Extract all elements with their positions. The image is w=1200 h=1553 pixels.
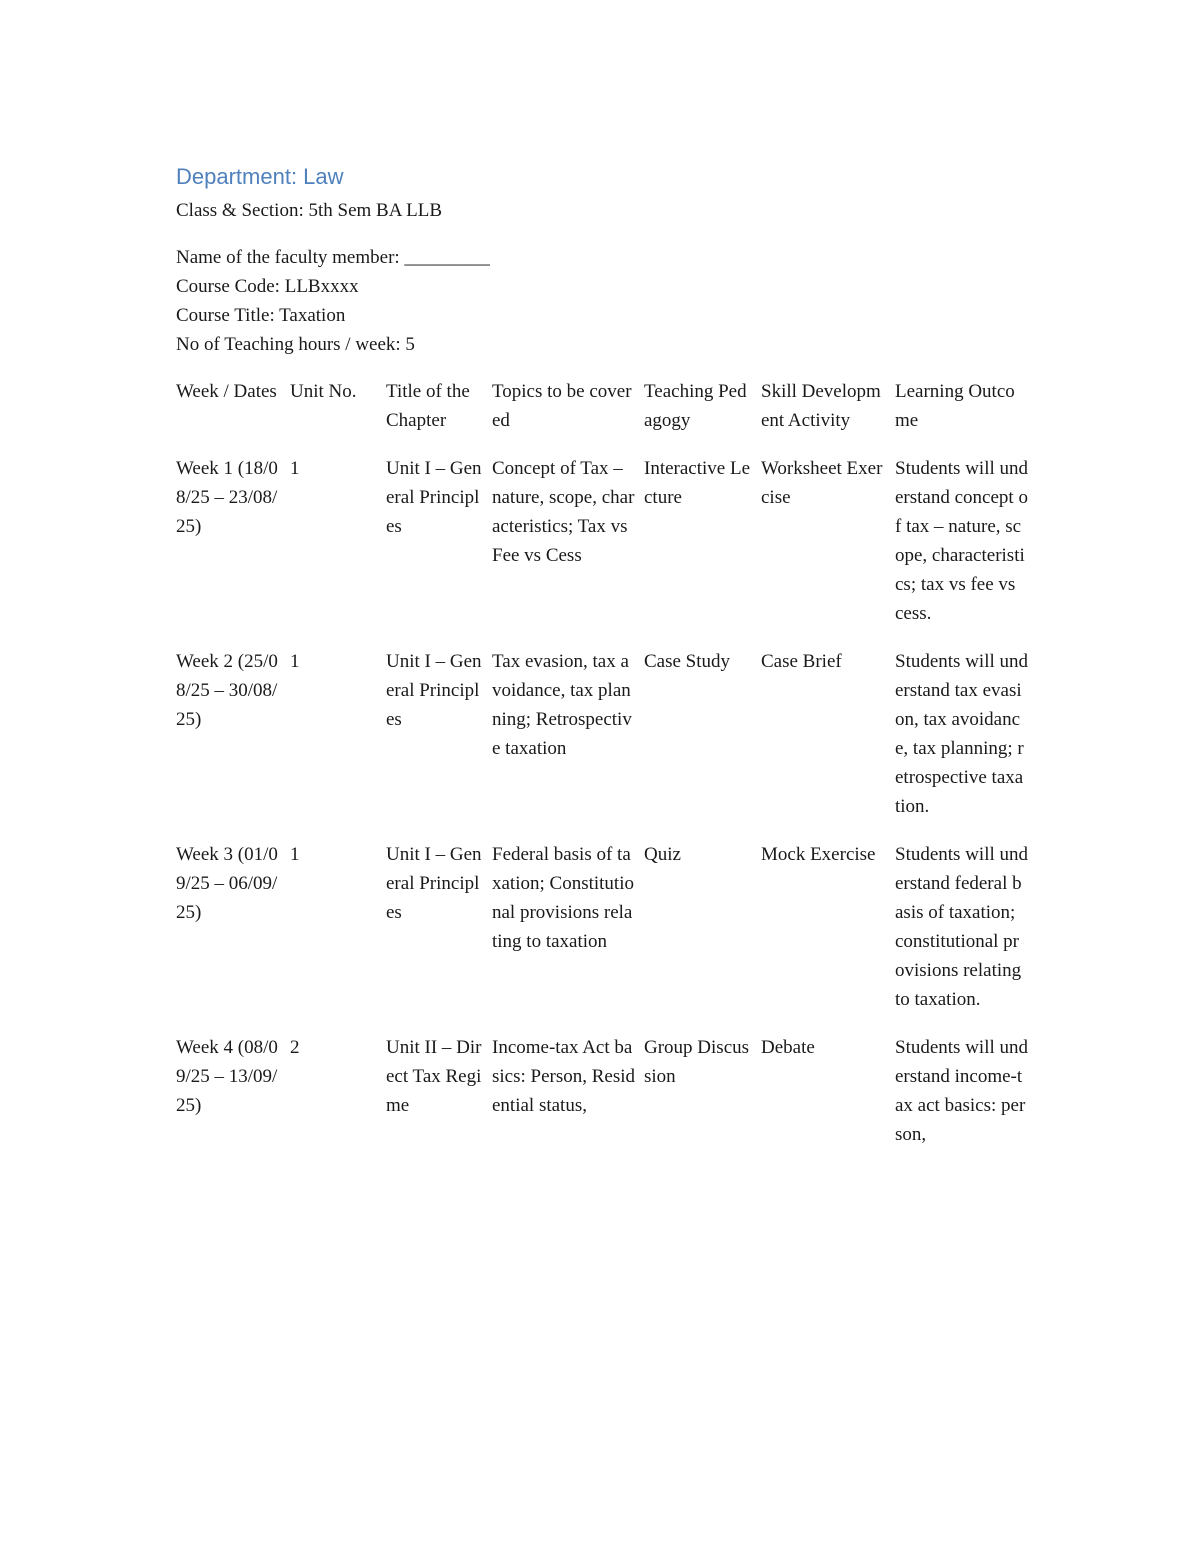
course-info-block: [176, 243, 1036, 359]
header-skill-activity: Skill Development Activity: [761, 381, 881, 431]
cell-title: Unit I – General Principles: [386, 458, 482, 537]
table-row: [176, 1033, 1036, 1168]
cell-skill: Case Brief: [761, 651, 842, 672]
cell-pedagogy: Interactive Lecture: [644, 458, 751, 508]
cell-unit: 2: [290, 1037, 300, 1058]
table-row: [176, 454, 1036, 647]
cell-outcome: Students will understand concept of tax – nature, scope, characteristics; tax vs fee vs cess.: [895, 458, 1029, 624]
cell-week: Week 1 (18/08/25 – 23/08/25): [176, 458, 278, 537]
cell-topics: Federal basis of taxation; Constitutional provisions relating to taxation: [492, 844, 634, 952]
table-header-row: [176, 377, 1036, 454]
class-section-line: Class & Section: 5th Sem BA LLB: [176, 200, 443, 221]
cell-skill: Debate: [761, 1037, 815, 1058]
cell-topics: Concept of Tax – nature, scope, characteristics; Tax vs Fee vs Cess: [492, 458, 635, 566]
cell-outcome: Students will understand income-tax act basics: person,: [895, 1037, 1029, 1145]
cell-topics: Income-tax Act basics: Person, Residential status,: [492, 1037, 636, 1116]
header-unit-no: Unit No.: [290, 381, 357, 402]
cell-skill: Worksheet Exercise: [761, 458, 883, 508]
table-row: [176, 647, 1036, 840]
course-code-line: Course Code: LLBxxxx: [176, 276, 359, 297]
header-pedagogy: Teaching Pedagogy: [644, 381, 747, 431]
faculty-name-line: Name of the faculty member: _________: [176, 247, 490, 268]
table-row: [176, 840, 1036, 1033]
cell-outcome: Students will understand tax evasion, tax avoidance, tax planning; retrospective taxation.: [895, 651, 1029, 817]
cell-pedagogy: Group Discussion: [644, 1037, 750, 1087]
cell-title: Unit I – General Principles: [386, 651, 482, 730]
cell-topics: Tax evasion, tax avoidance, tax planning; Retrospective taxation: [492, 651, 632, 759]
header-week-dates: Week / Dates: [176, 381, 277, 402]
cell-week: Week 4 (08/09/25 – 13/09/25): [176, 1037, 278, 1116]
cell-outcome: Students will understand federal basis of taxation; constitutional provisions relating to taxation.: [895, 844, 1029, 1010]
teaching-hours-line: No of Teaching hours / week: 5: [176, 334, 415, 355]
cell-week: Week 3 (01/09/25 – 06/09/25): [176, 844, 278, 923]
lesson-plan-table: [176, 377, 1036, 1168]
document-page: [176, 160, 1036, 1168]
header-learning-outcome: Learning Outcome: [895, 381, 1015, 431]
cell-skill: Mock Exercise: [761, 844, 876, 865]
cell-unit: 1: [290, 844, 300, 865]
cell-week: Week 2 (25/08/25 – 30/08/25): [176, 651, 278, 730]
course-title-line: Course Title: Taxation: [176, 305, 346, 326]
cell-unit: 1: [290, 458, 300, 479]
cell-title: Unit II – Direct Tax Regime: [386, 1037, 482, 1116]
cell-pedagogy: Case Study: [644, 651, 731, 672]
cell-title: Unit I – General Principles: [386, 844, 482, 923]
header-chapter-title: Title of the Chapter: [386, 381, 470, 431]
cell-pedagogy: Quiz: [644, 844, 681, 865]
header-topics: Topics to be covered: [492, 381, 632, 431]
cell-unit: 1: [290, 651, 300, 672]
department-heading: Department: Law: [176, 164, 344, 189]
